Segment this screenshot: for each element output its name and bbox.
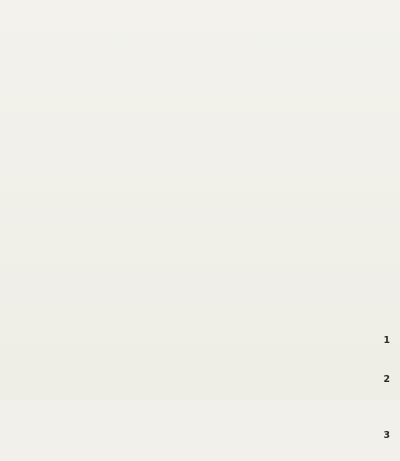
list-item [8,332,390,366]
list-item [8,371,390,422]
text-line [8,62,390,79]
text-line [8,209,390,226]
list-item-text [8,371,374,422]
list-item-text [8,332,374,366]
text-line [8,175,390,192]
list-item-number: 2 [383,374,390,385]
text-line [8,308,390,325]
text-line [8,4,390,21]
list-intro [8,308,390,325]
text-line [8,284,390,301]
list-item-number: 1 [383,335,390,346]
numbered-list [8,332,390,461]
section-heading [8,137,390,154]
list-item [8,427,390,461]
text-line [8,28,390,45]
paragraph-2 [8,28,390,130]
paragraph-4 [8,250,390,301]
opening-paragraph [8,4,390,21]
text-line [8,349,374,366]
list-item-number: 3 [383,430,390,441]
text-line [8,427,374,444]
list-item-text [8,427,374,461]
text-line [8,45,390,62]
text-line [8,371,374,388]
text-line [8,96,390,113]
text-line [8,332,374,349]
text-line [8,267,390,284]
text-line [8,388,374,405]
text-line [8,250,390,267]
text-line [8,113,390,130]
text-line [8,192,390,209]
paragraph-3 [8,158,390,243]
text-line [8,158,390,175]
text-line [8,226,390,243]
text-line [8,405,374,422]
text-line [8,79,390,96]
text-line [8,444,374,461]
